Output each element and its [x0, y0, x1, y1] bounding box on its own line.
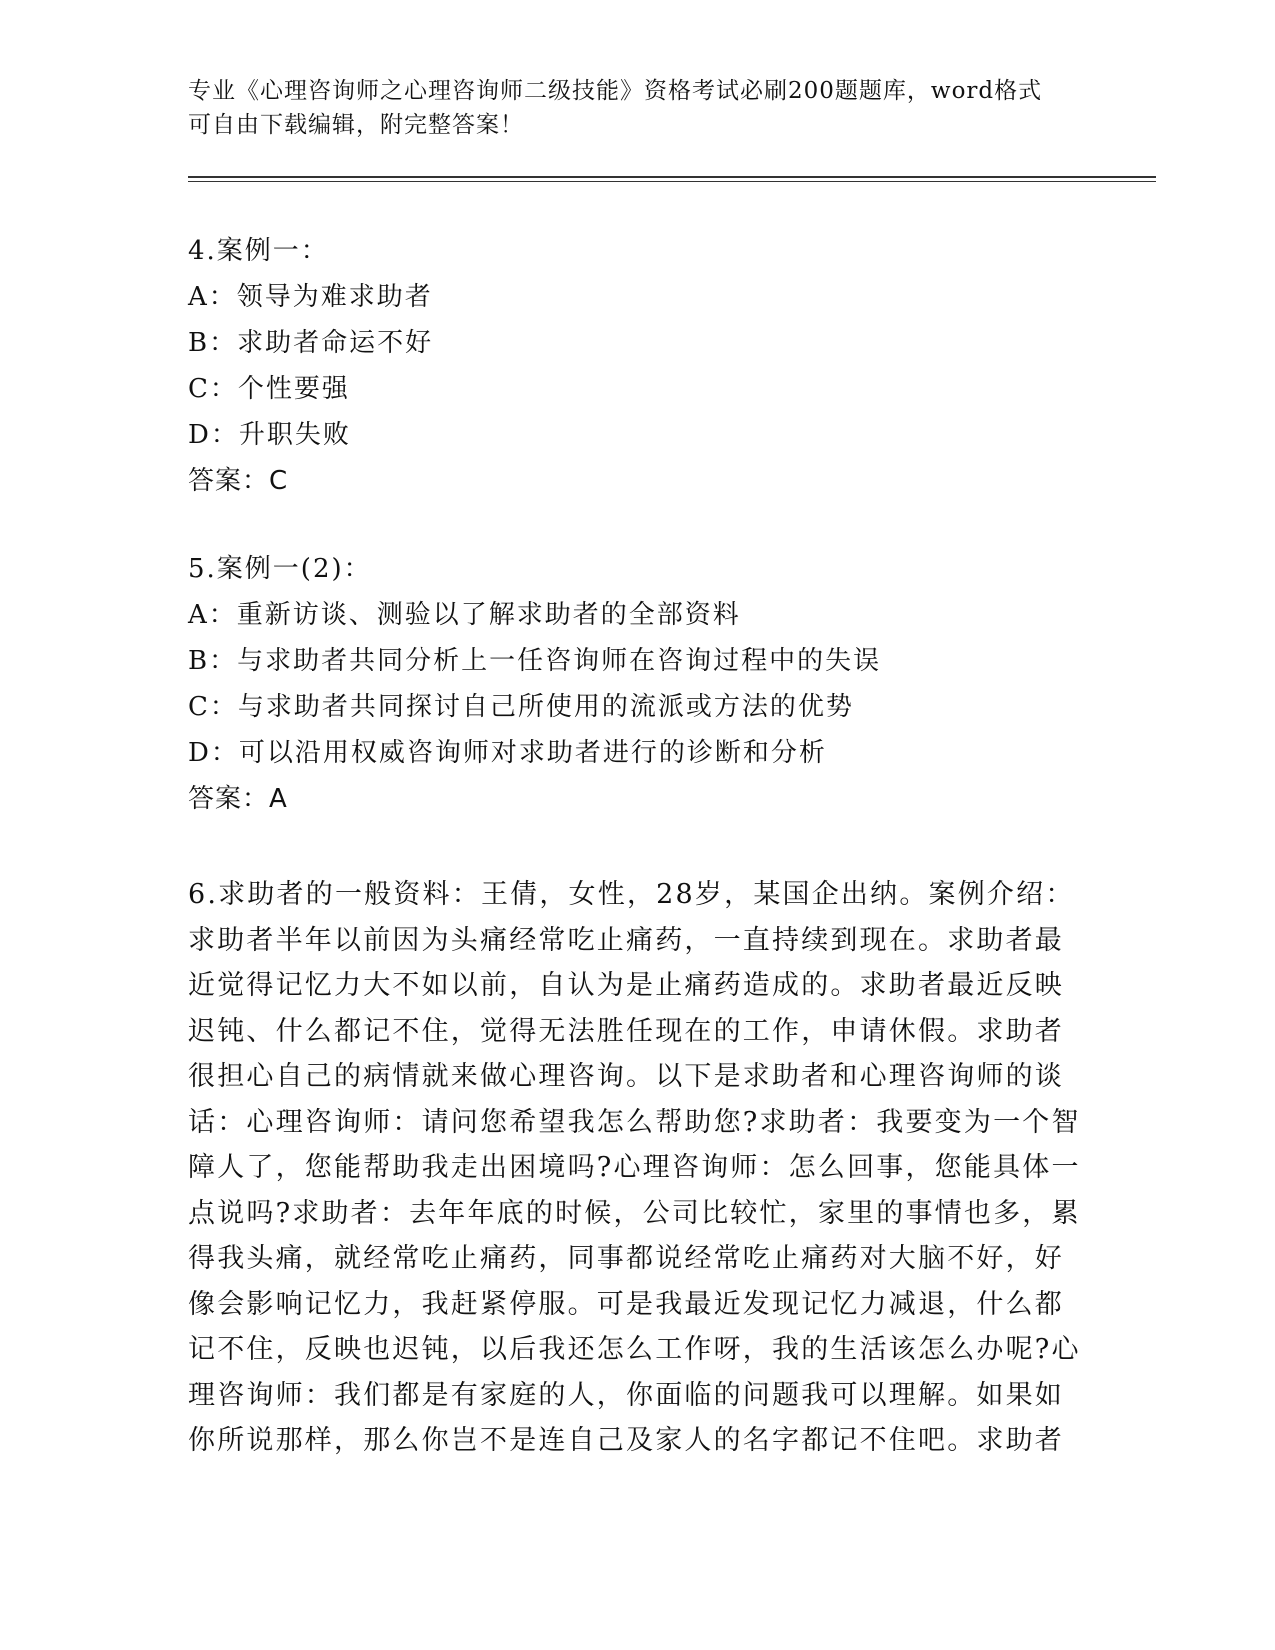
- option-b: B：求助者命运不好: [188, 328, 434, 358]
- answer: 答案：C: [188, 466, 289, 496]
- question-6-line: 得我头痛，就经常吃止痛药，同事都说经常吃止痛药对大脑不好，好: [188, 1243, 1064, 1274]
- option-c: C：个性要强: [188, 374, 350, 404]
- option-c: C：与求助者共同探讨自己所使用的流派或方法的优势: [188, 692, 854, 722]
- document-header: [188, 74, 1068, 142]
- question-6-line: 迟钝、什么都记不住，觉得无法胜任现在的工作，申请休假。求助者: [188, 1015, 1064, 1047]
- option-d: D：升职失败: [188, 420, 351, 450]
- question-6-line: 点说吗?求助者：去年年底的时候，公司比较忙，家里的事情也多，累: [188, 1197, 1081, 1229]
- question-5: [188, 546, 881, 822]
- header-divider-thin: [188, 181, 1156, 182]
- header-divider-thick: [188, 176, 1156, 178]
- question-stem: 5.案例一(2)：: [188, 554, 372, 584]
- question-6-line: 像会影响记忆力，我赶紧停服。可是我最近发现记忆力减退，什么都: [188, 1288, 1064, 1320]
- question-6-line: 你所说那样，那么你岂不是连自己及家人的名字都记不住吧。求助者: [188, 1425, 1064, 1456]
- option-b: B：与求助者共同分析上一任咨询师在咨询过程中的失误: [188, 646, 882, 676]
- question-6-line: 理咨询师：我们都是有家庭的人，你面临的问题我可以理解。如果如: [188, 1379, 1064, 1411]
- question-stem: 4.案例一：: [188, 236, 329, 266]
- question-6-line: 话：心理咨询师：请问您希望我怎么帮助您?求助者：我要变为一个智: [188, 1106, 1081, 1138]
- question-6-line: 障人了，您能帮助我走出困境吗?心理咨询师：怎么回事，您能具体一: [188, 1152, 1081, 1183]
- question-6-line: 6.求助者的一般资料：王倩，女性，28岁，某国企出纳。案例介绍：: [188, 879, 1075, 910]
- question-6-line: 记不住，反映也迟钝，以后我还怎么工作呀，我的生活该怎么办呢?心: [188, 1334, 1081, 1365]
- question-6: [188, 872, 1088, 1464]
- question-6-line: 求助者半年以前因为头痛经常吃止痛药，一直持续到现在。求助者最: [188, 924, 1064, 956]
- option-a: A：领导为难求助者: [188, 282, 433, 312]
- answer: 答案：A: [188, 784, 288, 814]
- option-d: D：可以沿用权威咨询师对求助者进行的诊断和分析: [188, 738, 827, 768]
- header-line-2: 可自由下载编辑，附完整答案！: [188, 112, 524, 138]
- question-6-line: 近觉得记忆力大不如以前，自认为是止痛药造成的。求助者最近反映: [188, 970, 1064, 1001]
- option-a: A：重新访谈、测验以了解求助者的全部资料: [188, 600, 741, 630]
- header-line-1: 专业《心理咨询师之心理咨询师二级技能》资格考试必刷200题题库，word格式: [188, 78, 1043, 104]
- question-4: [188, 228, 433, 504]
- question-6-line: 很担心自己的病情就来做心理咨询。以下是求助者和心理咨询师的谈: [188, 1061, 1064, 1092]
